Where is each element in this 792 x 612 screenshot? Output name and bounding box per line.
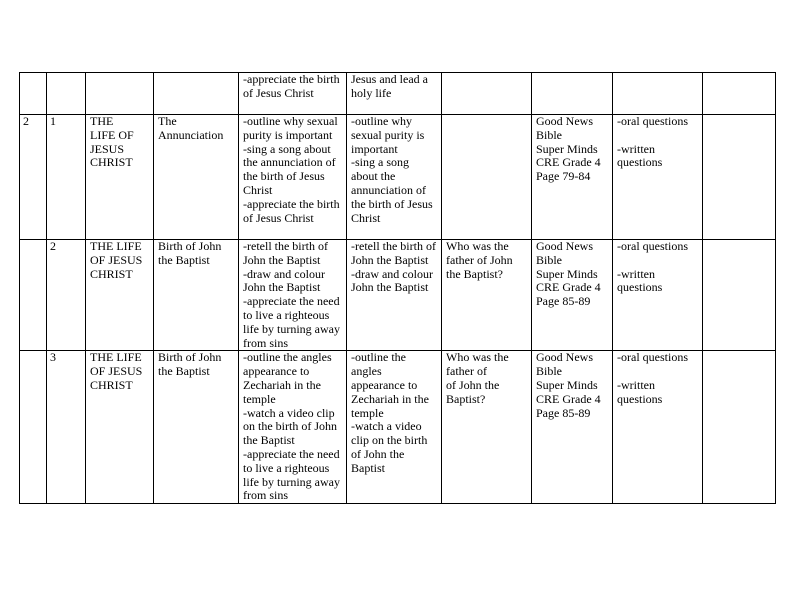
strand-cell bbox=[86, 73, 154, 115]
strand-cell: THE LIFE OF JESUS CHRIST bbox=[86, 351, 154, 504]
scheme-of-work-table bbox=[19, 72, 776, 504]
learning-experiences-cell: -outline the angles appearance to Zechariah in the temple -watch a video clip on the birth of John the Baptist bbox=[347, 351, 442, 504]
strand-cell: THE LIFE OF JESUS CHRIST bbox=[86, 115, 154, 240]
assessment-cell bbox=[613, 73, 703, 115]
learning-resources-cell: Good News Bible Super Minds CRE Grade 4 Page 79-84 bbox=[532, 115, 613, 240]
table-row bbox=[20, 73, 776, 115]
week-cell: 2 bbox=[20, 115, 47, 240]
learning-resources-cell: Good News Bible Super Minds CRE Grade 4 Page 85-89 bbox=[532, 240, 613, 351]
sub-strand-cell: Birth of John the Baptist bbox=[154, 240, 239, 351]
sub-strand-cell: The Annunciation bbox=[154, 115, 239, 240]
learning-outcomes-cell: -outline the angles appearance to Zechariah in the temple -watch a video clip on the birth of John the Baptist -appreciate the need to live a righteous life by turning away from sins bbox=[239, 351, 347, 504]
week-cell bbox=[20, 240, 47, 351]
reflection-cell bbox=[703, 351, 776, 504]
week-cell bbox=[20, 73, 47, 115]
inquiry-question-cell: Who was the father of of John the Baptist? bbox=[442, 351, 532, 504]
lesson-cell bbox=[47, 73, 86, 115]
learning-outcomes-cell: -outline why sexual purity is important -sing a song about the annunciation of the birth of Jesus Christ -appreciate the birth of Jesus Christ bbox=[239, 115, 347, 240]
strand-cell: THE LIFE OF JESUS CHRIST bbox=[86, 240, 154, 351]
table-row bbox=[20, 115, 776, 240]
inquiry-question-cell bbox=[442, 115, 532, 240]
sub-strand-cell: Birth of John the Baptist bbox=[154, 351, 239, 504]
learning-resources-cell bbox=[532, 73, 613, 115]
week-cell bbox=[20, 351, 47, 504]
lesson-cell: 2 bbox=[47, 240, 86, 351]
reflection-cell bbox=[703, 73, 776, 115]
learning-resources-cell: Good News Bible Super Minds CRE Grade 4 Page 85-89 bbox=[532, 351, 613, 504]
learning-outcomes-cell: -appreciate the birth of Jesus Christ bbox=[239, 73, 347, 115]
learning-outcomes-cell: -retell the birth of John the Baptist -draw and colour John the Baptist -appreciate the need to live a righteous life by turning away from sins bbox=[239, 240, 347, 351]
assessment-cell: -oral questions -written questions bbox=[613, 240, 703, 351]
table-row bbox=[20, 351, 776, 504]
assessment-cell: -oral questions -written questions bbox=[613, 351, 703, 504]
lesson-cell: 3 bbox=[47, 351, 86, 504]
sub-strand-cell bbox=[154, 73, 239, 115]
reflection-cell bbox=[703, 115, 776, 240]
lesson-cell: 1 bbox=[47, 115, 86, 240]
learning-experiences-cell: Jesus and lead a holy life bbox=[347, 73, 442, 115]
learning-experiences-cell: -retell the birth of John the Baptist -draw and colour John the Baptist bbox=[347, 240, 442, 351]
assessment-cell: -oral questions -written questions bbox=[613, 115, 703, 240]
table-row bbox=[20, 240, 776, 351]
inquiry-question-cell bbox=[442, 73, 532, 115]
inquiry-question-cell: Who was the father of John the Baptist? bbox=[442, 240, 532, 351]
reflection-cell bbox=[703, 240, 776, 351]
learning-experiences-cell: -outline why sexual purity is important -sing a song about the annunciation of the birth of Jesus Christ bbox=[347, 115, 442, 240]
